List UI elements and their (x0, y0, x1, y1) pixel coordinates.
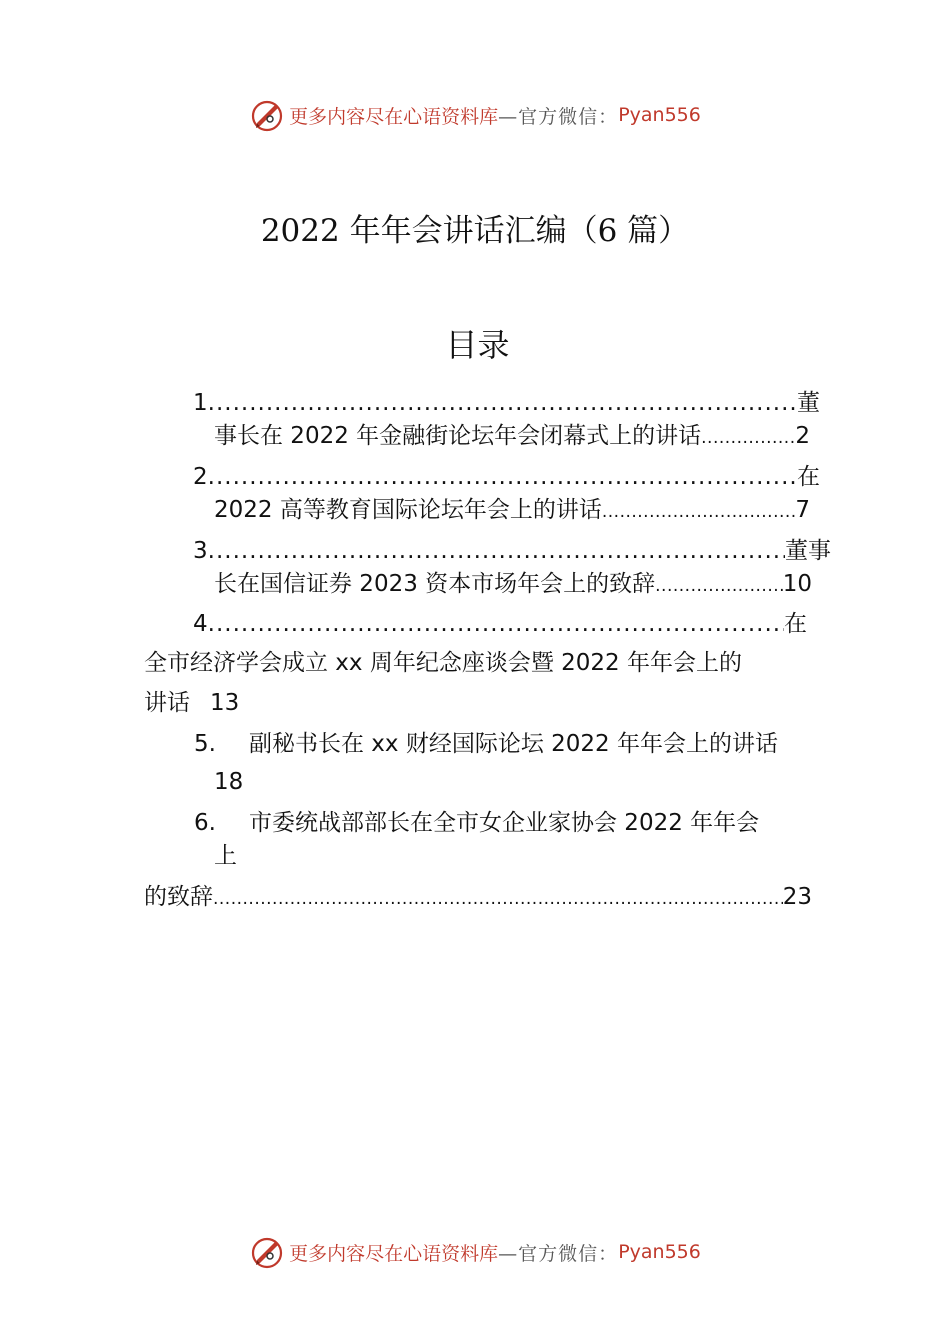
toc-entry-2[interactable] (193, 462, 820, 492)
banner-text: 更多内容尽在心语资料库 (289, 1242, 499, 1265)
header-banner (0, 95, 950, 135)
toc-entry-text: 的致辞 (144, 884, 213, 910)
toc-entry-text: 讲话 (144, 690, 190, 716)
banner-wechat-id: Pyan556 (618, 104, 701, 126)
pen-logo-icon (249, 97, 285, 133)
toc-entry-page: 7 (795, 497, 810, 523)
banner-wechat-label: —官方微信： (498, 1242, 619, 1265)
toc-entry-2-cont[interactable] (214, 495, 810, 525)
toc-leader-dots (208, 536, 785, 566)
toc-entry-page: 23 (782, 884, 812, 910)
toc-leader-dots (701, 425, 795, 451)
toc-entry-number: 3 (193, 538, 208, 564)
banner-text: 更多内容尽在心语资料库 (289, 105, 499, 128)
toc-entry-6-cont2[interactable] (144, 882, 812, 912)
toc-entry-number: 2 (193, 464, 208, 490)
toc-entry-text: 长在国信证券 2023 资本市场年会上的致辞 (214, 571, 656, 597)
toc-entry-text: 事长在 2022 年金融街论坛年会闭幕式上的讲话 (214, 423, 702, 449)
banner-wechat-id: Pyan556 (618, 1241, 701, 1263)
banner-wechat-label: —官方微信： (498, 105, 619, 128)
toc-entry-text: 董 (797, 390, 820, 416)
toc-entry-page: 2 (795, 423, 810, 449)
toc-entry-1[interactable] (193, 388, 820, 418)
toc-entry-6[interactable] (194, 808, 844, 838)
toc-entry-number: 6. (194, 810, 216, 836)
toc-entry-3-cont[interactable] (214, 569, 812, 599)
toc-entry-page: 10 (782, 571, 812, 597)
toc-entry-4-cont[interactable] (144, 648, 824, 678)
toc-leader-dots (655, 573, 783, 599)
toc-entry-text: 在 (797, 464, 820, 490)
toc-entry-5[interactable] (194, 729, 844, 759)
toc-entry-4[interactable] (193, 609, 807, 639)
toc-entry-text: 在 (784, 611, 807, 637)
toc-leader-dots (208, 388, 797, 418)
footer-banner (0, 1232, 950, 1272)
toc-entry-text: 全市经济学会成立 xx 周年纪念座谈会暨 2022 年年会上的 (144, 650, 742, 676)
toc-leader-dots (208, 462, 797, 492)
toc-entry-number: 5. (194, 731, 216, 757)
toc-entry-text: 2022 高等教育国际论坛年会上的讲话 (214, 497, 602, 523)
toc-entry-text: 副秘书长在 xx 财经国际论坛 2022 年年会上的讲话 (249, 731, 778, 757)
toc-entry-1-cont[interactable] (214, 421, 810, 451)
toc-entry-text: 上 (214, 843, 237, 869)
document-title: 2022 年年会讲话汇编（6 篇） (260, 213, 690, 249)
toc-entry-page: 13 (210, 690, 240, 716)
toc-entry-3[interactable] (193, 536, 831, 566)
toc-entry-4-cont2[interactable] (144, 688, 344, 718)
toc-entry-text: 董事 (785, 538, 831, 564)
pen-logo-icon (249, 1234, 285, 1270)
toc-entry-number: 1 (193, 390, 208, 416)
toc-entry-number: 4 (193, 611, 208, 637)
toc-entry-text: 市委统战部部长在全市女企业家协会 2022 年年会 (249, 810, 760, 836)
toc-leader-dots (602, 499, 796, 525)
toc-leader-dots (213, 886, 783, 912)
toc-leader-dots (208, 609, 784, 639)
toc-entry-6-cont[interactable] (214, 841, 314, 871)
toc-entry-page: 18 (214, 769, 244, 795)
toc-heading: 目录 (445, 326, 510, 364)
toc-entry-5-page[interactable] (214, 767, 314, 797)
